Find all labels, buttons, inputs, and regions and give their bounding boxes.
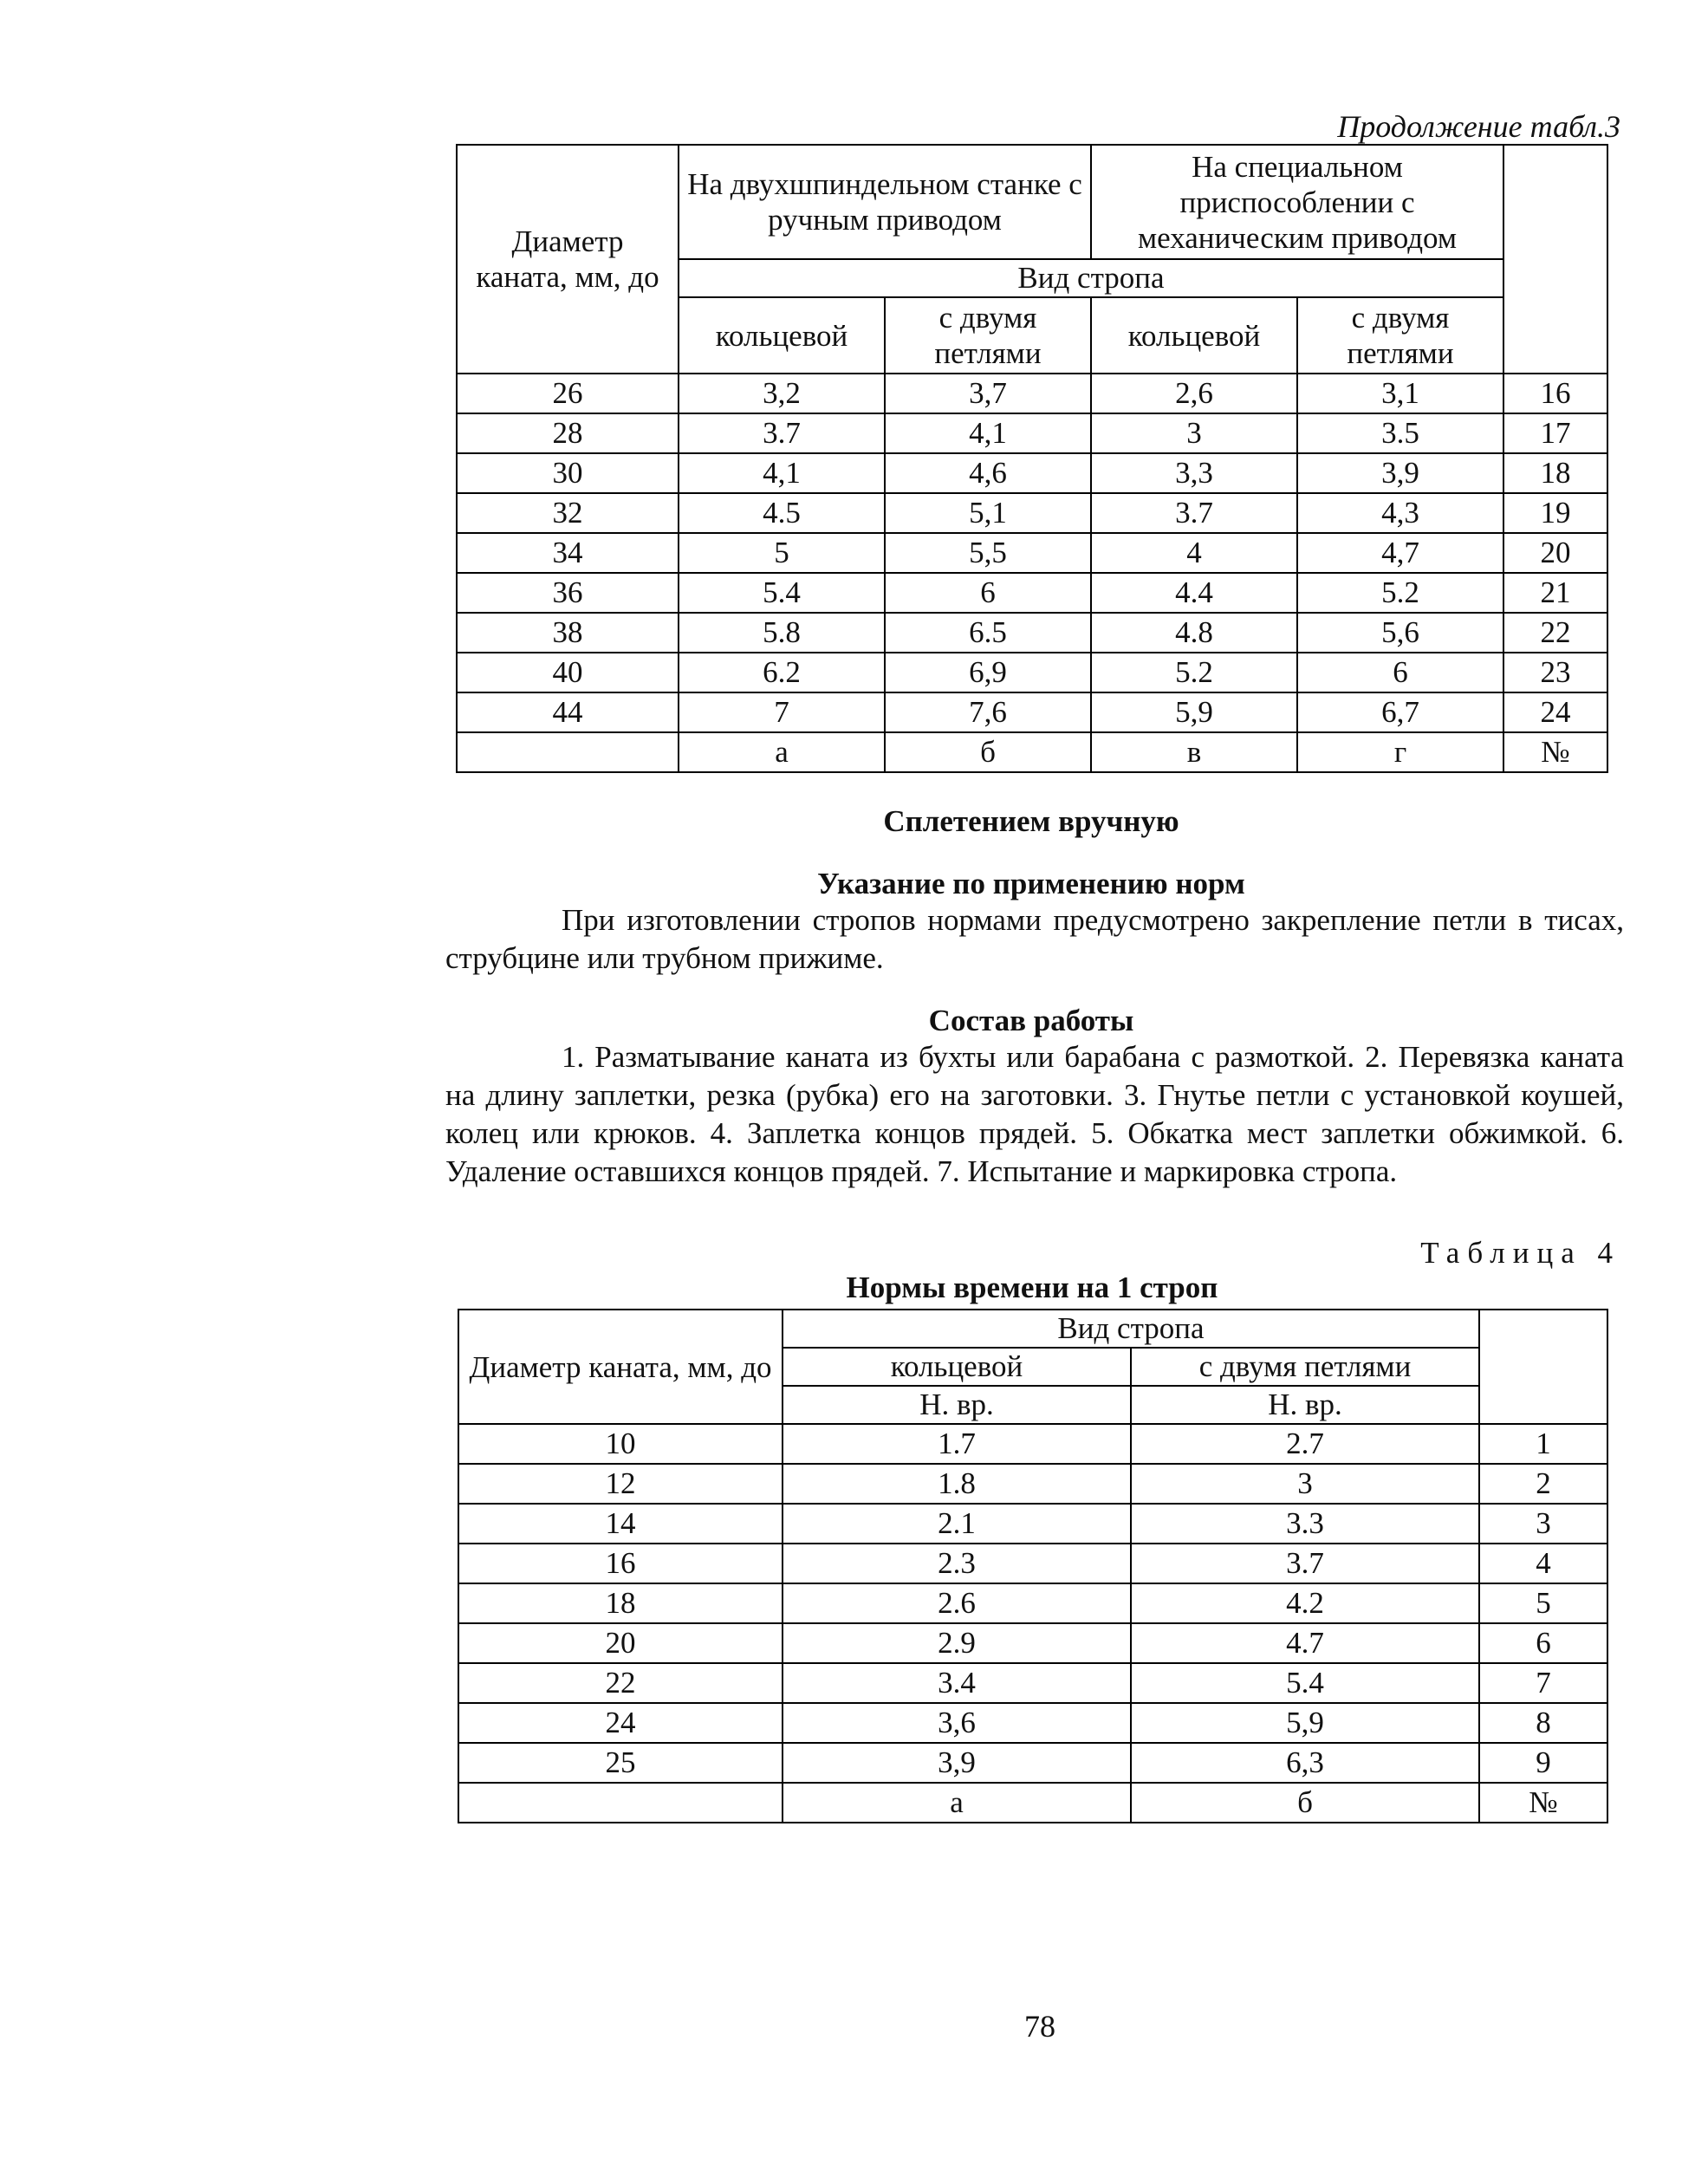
- table-4-label: Таблица 4: [1420, 1236, 1620, 1270]
- table-row: [457, 533, 1607, 573]
- header-ring-sling: кольцевой: [679, 297, 885, 374]
- table-cell: 1.8: [783, 1464, 1131, 1504]
- table-cell: 5: [679, 533, 885, 573]
- table-cell: 7: [679, 692, 885, 732]
- table-cell: 5.4: [679, 573, 885, 613]
- header-time-norm: Н. вр.: [783, 1386, 1131, 1424]
- table-cell: 40: [457, 653, 679, 692]
- table-3: [456, 144, 1608, 773]
- table-cell: 3.7: [1131, 1544, 1479, 1583]
- table-row: [458, 1424, 1607, 1464]
- table-row: [457, 573, 1607, 613]
- section-title: Сплетением вручную: [883, 804, 1179, 838]
- table-cell: 4: [1091, 533, 1297, 573]
- table-cell: 26: [457, 374, 679, 413]
- table-cell: 2: [1479, 1464, 1607, 1504]
- table-cell: 18: [458, 1583, 783, 1623]
- header-diameter: Диаметр каната, мм, до: [457, 145, 679, 374]
- table-row: [458, 1743, 1607, 1783]
- table-cell: 23: [1503, 653, 1607, 692]
- table-cell: 21: [1503, 573, 1607, 613]
- table-row: [457, 653, 1607, 692]
- table-row: [457, 374, 1607, 413]
- column-index-cell: в: [1091, 732, 1297, 772]
- table-cell: 16: [1503, 374, 1607, 413]
- header-sling-type: Вид стропа: [679, 259, 1503, 297]
- table-cell: 5.4: [1131, 1663, 1479, 1703]
- table-cell: 2.1: [783, 1504, 1131, 1544]
- table-cell: 3: [1131, 1464, 1479, 1504]
- table-cell: 20: [458, 1623, 783, 1663]
- table-cell: 4,3: [1297, 493, 1503, 533]
- table-cell: 6: [1479, 1623, 1607, 1663]
- header-diameter: Диаметр каната, мм, до: [458, 1310, 783, 1424]
- table-cell: 30: [457, 453, 679, 493]
- table-cell: 44: [457, 692, 679, 732]
- table-cell: 3.7: [1091, 493, 1297, 533]
- header-group-mechanical-drive: На специальном приспособлении с механическим приводом: [1091, 145, 1503, 259]
- table-cell: 8: [1479, 1703, 1607, 1743]
- table-row: [457, 453, 1607, 493]
- table-cell: 7: [1479, 1663, 1607, 1703]
- header-two-loop-sling: с двумя петлями: [1297, 297, 1503, 374]
- header-two-loop-sling: с двумя петлями: [885, 297, 1091, 374]
- header-two-loop-sling: с двумя петлями: [1131, 1348, 1479, 1386]
- table-row: [458, 1583, 1607, 1623]
- table-footer-row: [458, 1783, 1607, 1823]
- column-index-cell: а: [783, 1783, 1131, 1823]
- column-index-cell: б: [885, 732, 1091, 772]
- header-sling-type: Вид стропа: [783, 1310, 1479, 1348]
- header-number-blank: [1503, 145, 1607, 374]
- table-cell: 6: [885, 573, 1091, 613]
- table-cell: 1.7: [783, 1424, 1131, 1464]
- table-row: [458, 1663, 1607, 1703]
- column-index-cell: [457, 732, 679, 772]
- table-cell: 28: [457, 413, 679, 453]
- table-cell: 1: [1479, 1424, 1607, 1464]
- table-row: [457, 493, 1607, 533]
- table-cell: 7,6: [885, 692, 1091, 732]
- table-cell: 4.2: [1131, 1583, 1479, 1623]
- table-cell: 6: [1297, 653, 1503, 692]
- work-composition-title: Состав работы: [928, 1004, 1134, 1037]
- table-cell: 6.2: [679, 653, 885, 692]
- table-cell: 3,1: [1297, 374, 1503, 413]
- table-continuation-label: Продолжение табл.3: [1337, 109, 1620, 144]
- table-cell: 6.5: [885, 613, 1091, 653]
- table-cell: 2.6: [783, 1583, 1131, 1623]
- table-cell: 3: [1091, 413, 1297, 453]
- column-index-cell: №: [1479, 1783, 1607, 1823]
- table-cell: 3,9: [783, 1743, 1131, 1783]
- instructions-paragraph: [445, 901, 1624, 978]
- table-cell: 38: [457, 613, 679, 653]
- table-cell: 3.3: [1131, 1504, 1479, 1544]
- table-cell: 4.4: [1091, 573, 1297, 613]
- page-number: 78: [1024, 2009, 1055, 2044]
- table-cell: 3: [1479, 1504, 1607, 1544]
- table-4-title: Нормы времени на 1 строп: [846, 1271, 1218, 1304]
- table-cell: 5,5: [885, 533, 1091, 573]
- table-cell: 14: [458, 1504, 783, 1544]
- table-cell: 5.2: [1091, 653, 1297, 692]
- table-cell: 5: [1479, 1583, 1607, 1623]
- table-cell: 32: [457, 493, 679, 533]
- column-index-cell: б: [1131, 1783, 1479, 1823]
- table-row: [458, 1504, 1607, 1544]
- table-cell: 4.8: [1091, 613, 1297, 653]
- table-cell: 6,3: [1131, 1743, 1479, 1783]
- table-row: [458, 1544, 1607, 1583]
- table-cell: 5,1: [885, 493, 1091, 533]
- table-row: [458, 1623, 1607, 1663]
- table-cell: 3,7: [885, 374, 1091, 413]
- table-cell: 3,6: [783, 1703, 1131, 1743]
- table-row: [457, 413, 1607, 453]
- table-cell: 24: [458, 1703, 783, 1743]
- table-cell: 3.5: [1297, 413, 1503, 453]
- table-cell: 5.8: [679, 613, 885, 653]
- instructions-text: При изготовлении стропов нормами предусмотрено закрепление петли в тисах, струбцине или трубном прижиме.: [445, 903, 1624, 975]
- table-row: [457, 613, 1607, 653]
- table-cell: 4,1: [885, 413, 1091, 453]
- table-cell: 3.4: [783, 1663, 1131, 1703]
- table-cell: 12: [458, 1464, 783, 1504]
- table-cell: 4.7: [1131, 1623, 1479, 1663]
- table-cell: 2.7: [1131, 1424, 1479, 1464]
- column-index-cell: №: [1503, 732, 1607, 772]
- table-footer-row: [457, 732, 1607, 772]
- table-cell: 4,7: [1297, 533, 1503, 573]
- table-cell: 6,7: [1297, 692, 1503, 732]
- table-cell: 22: [458, 1663, 783, 1703]
- table-cell: 5,9: [1091, 692, 1297, 732]
- table-cell: 24: [1503, 692, 1607, 732]
- column-index-cell: г: [1297, 732, 1503, 772]
- table-cell: 4: [1479, 1544, 1607, 1583]
- column-index-cell: [458, 1783, 783, 1823]
- table-cell: 5,6: [1297, 613, 1503, 653]
- work-composition-paragraph: [445, 1038, 1624, 1191]
- table-cell: 2.3: [783, 1544, 1131, 1583]
- table-cell: 20: [1503, 533, 1607, 573]
- table-cell: 36: [457, 573, 679, 613]
- header-ring-sling: кольцевой: [783, 1348, 1131, 1386]
- table-cell: 17: [1503, 413, 1607, 453]
- header-ring-sling: кольцевой: [1091, 297, 1297, 374]
- table-row: [457, 692, 1607, 732]
- table-cell: 4,6: [885, 453, 1091, 493]
- table-row: [458, 1464, 1607, 1504]
- table-cell: 5,9: [1131, 1703, 1479, 1743]
- header-time-norm: Н. вр.: [1131, 1386, 1479, 1424]
- table-cell: 18: [1503, 453, 1607, 493]
- table-cell: 3,2: [679, 374, 885, 413]
- table-cell: 3.7: [679, 413, 885, 453]
- table-cell: 5.2: [1297, 573, 1503, 613]
- header-number-blank: [1479, 1310, 1607, 1424]
- table-cell: 34: [457, 533, 679, 573]
- instructions-title: Указание по применению норм: [817, 867, 1245, 900]
- table-cell: 22: [1503, 613, 1607, 653]
- table-cell: 3,9: [1297, 453, 1503, 493]
- table-cell: 9: [1479, 1743, 1607, 1783]
- table-cell: 2,6: [1091, 374, 1297, 413]
- table-cell: 10: [458, 1424, 783, 1464]
- table-cell: 4.5: [679, 493, 885, 533]
- table-cell: 25: [458, 1743, 783, 1783]
- table-row: [458, 1703, 1607, 1743]
- table-cell: 6,9: [885, 653, 1091, 692]
- table-cell: 4,1: [679, 453, 885, 493]
- table-4: [458, 1309, 1608, 1823]
- header-group-manual-drive: На двухшпиндельном станке с ручным приводом: [679, 145, 1091, 259]
- table-cell: 19: [1503, 493, 1607, 533]
- work-composition-text: 1. Разматывание каната из бухты или барабана с размоткой. 2. Перевязка каната на длину заплетки, резка (рубка) его на заготовки. 3. Гнутье петли с установкой коушей, колец или крюков. 4. Заплетка концов прядей. 5. Обкатка мест заплетки обжимкой. 6. Удаление оставшихся концов прядей. 7. Испытание и маркировка стропа.: [445, 1040, 1624, 1188]
- table-cell: 2.9: [783, 1623, 1131, 1663]
- table-cell: 16: [458, 1544, 783, 1583]
- table-cell: 3,3: [1091, 453, 1297, 493]
- column-index-cell: а: [679, 732, 885, 772]
